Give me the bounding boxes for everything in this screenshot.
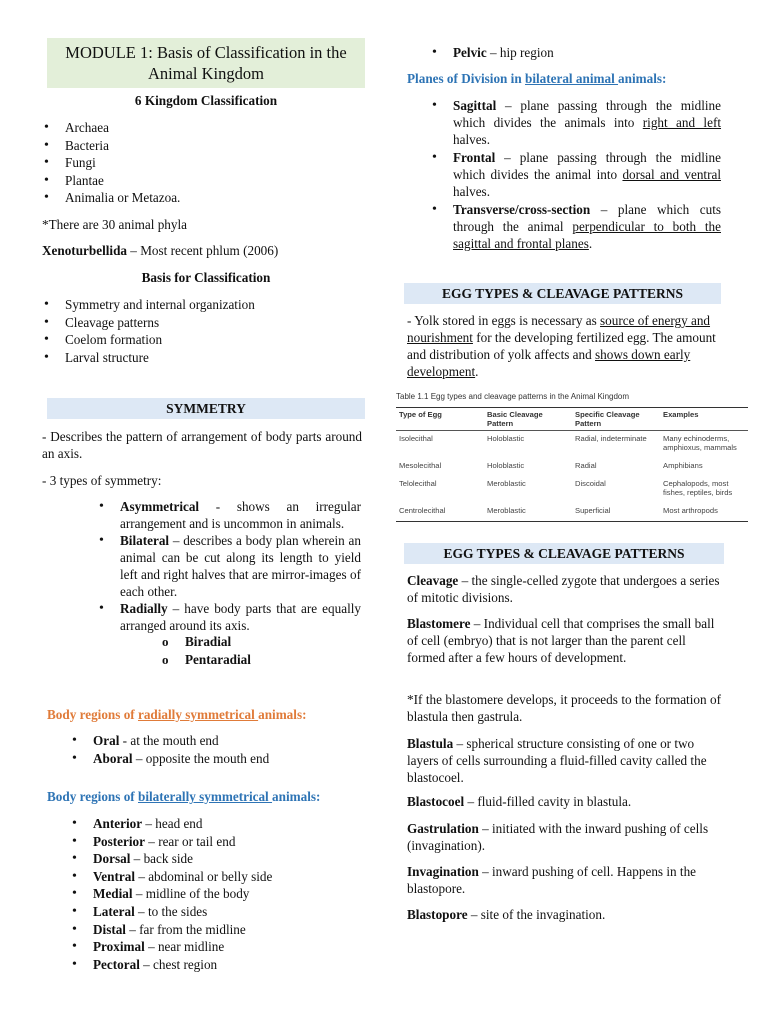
heading-underlined: bilateral animal: [524, 71, 619, 86]
list-item: [68, 903, 363, 921]
term: Asymmetrical: [120, 499, 200, 514]
heading-text: Body regions of: [47, 789, 138, 804]
term: Blastocoel: [407, 794, 465, 809]
list-item: [68, 833, 363, 851]
table-cell: Radial: [575, 461, 597, 470]
table-cell: Holoblastic: [487, 434, 525, 443]
definition: – opposite the mouth end: [132, 751, 270, 766]
definition: – near midline: [144, 939, 225, 955]
definition: – describes a body plan wherein an animal can be cut along its length to yield left and right halves that are mirror-images of each other.: [120, 533, 361, 599]
definition: – head end: [142, 816, 203, 831]
term: Blastula: [407, 736, 454, 751]
page-title: [47, 38, 365, 88]
list-item: [68, 750, 358, 768]
table-cell: Discoidal: [575, 479, 606, 488]
term: Medial: [93, 886, 133, 902]
list-item: [95, 600, 361, 634]
list-item: • Symmetry and internal organization: [40, 296, 365, 314]
column-header: Specific Cleavage Pattern: [572, 408, 660, 431]
definition: halves.: [453, 132, 490, 147]
column-header: Basic Cleavage Pattern: [484, 408, 572, 431]
radial-sub-list: [160, 633, 360, 669]
list-item: [68, 956, 363, 974]
phyla-note: *There are 30 animal phyla: [42, 217, 187, 232]
gastrulation-def: [407, 820, 722, 854]
list-item: [428, 97, 721, 148]
list-item: • Coelom formation: [40, 331, 365, 349]
six-kingdom-heading: 6 Kingdom Classification: [134, 93, 278, 108]
table-row: [396, 476, 748, 503]
definition: – fluid-filled cavity in blastula.: [464, 794, 632, 809]
paragraph-underlined: source of energy and nourishment: [407, 313, 711, 345]
term: Ventral: [93, 868, 136, 884]
definition: – rear or tail end: [145, 833, 236, 849]
list-item: [68, 850, 363, 868]
blastopore-def: [407, 906, 722, 923]
list-item: [428, 44, 718, 61]
heading-text: Planes of Division in: [407, 71, 525, 86]
basis-list: [40, 296, 365, 366]
term: Pelvic: [453, 45, 487, 60]
blastocoel-def: [407, 793, 722, 810]
column-header: Type of Egg: [396, 408, 484, 431]
egg-table: [396, 407, 748, 522]
table-cell: Many echinoderms, amphioxus, mammals: [663, 434, 737, 452]
table-cell: Amphibians: [663, 461, 703, 470]
paragraph-text: .: [475, 364, 479, 379]
symmetry-heading: SYMMETRY: [47, 398, 365, 419]
list-item: o Pentaradial: [160, 651, 360, 669]
heading-text: animals:: [618, 71, 667, 86]
blastomere-note: *If the blastomere develops, it proceeds to the formation of blastula then gastrula.: [407, 692, 721, 724]
blastomere-def: [407, 615, 722, 666]
term: Oral: [93, 733, 120, 748]
pelvic-list: [428, 44, 718, 61]
term: Invagination: [407, 864, 479, 879]
list-item: [68, 815, 363, 833]
list-item: • Larval structure: [40, 349, 365, 367]
list-item: • Cleavage patterns: [40, 314, 365, 332]
table-cell: Meroblastic: [487, 479, 526, 488]
basis-heading: Basis for Classification: [141, 270, 271, 285]
table-cell: Centrolecithal: [396, 503, 484, 522]
list-item: [68, 921, 363, 939]
heading-text: Body regions of: [47, 707, 138, 722]
term: Aboral: [93, 751, 133, 766]
list-item: [428, 201, 721, 252]
planes-heading: [407, 70, 666, 87]
definition: – plane passing through the midline which divides the animal into: [453, 150, 721, 182]
table-row: [396, 458, 748, 476]
list-item: [68, 885, 363, 903]
table-row: [396, 431, 748, 459]
definition: – back side: [130, 851, 193, 867]
title-line-2: Animal Kingdom: [148, 64, 264, 83]
definition: – abdominal or belly side: [135, 868, 273, 884]
term: Bilateral: [120, 533, 170, 548]
symmetry-types-list: [95, 498, 361, 634]
term: Distal: [93, 921, 126, 937]
list-item: • Plantae: [40, 172, 360, 190]
definition: – to the sides: [134, 903, 208, 919]
list-item: • Bacteria: [40, 137, 360, 155]
term: Transverse/cross-section: [453, 202, 591, 217]
symmetry-desc: - Describes the pattern of arrangement of body parts around an axis.: [42, 429, 362, 461]
table-cell: Superficial: [572, 503, 660, 522]
radial-regions-heading: [47, 706, 306, 723]
table-cell: Telolecithal: [399, 479, 437, 488]
table-caption: Table 1.1 Egg types and cleavage patterns in the Animal Kingdom: [396, 392, 630, 401]
definition: – hip region: [486, 45, 554, 60]
egg-table-figure: [396, 392, 748, 522]
table-cell: Holoblastic: [487, 461, 525, 470]
xeno-term: Xenoturbellida: [42, 243, 127, 258]
egg-types-heading-2: EGG TYPES & CLEAVAGE PATTERNS: [404, 543, 724, 564]
heading-underlined: radially symmetrical: [137, 707, 259, 722]
term: Blastopore: [407, 907, 468, 922]
yolk-paragraph: [407, 312, 720, 380]
definition: – Individual cell that comprises the small ball of cell (embryo) that is not larger than the parent cell formed after a few hours of development.: [407, 616, 715, 665]
table-header-row: [396, 408, 748, 431]
paragraph-text: for the developing fertilized egg. The amount and distribution of yolk affects and: [407, 330, 716, 362]
table-cell: Isolecithal: [399, 434, 433, 443]
definition: – midline of the body: [132, 886, 250, 902]
definition: – have body parts that are equally arranged around its axis.: [120, 601, 361, 633]
list-item: • Archaea: [40, 119, 360, 137]
table-cell: Mesolecithal: [399, 461, 442, 470]
term: Pectoral: [93, 956, 140, 972]
list-item: o Biradial: [160, 633, 360, 651]
term: Proximal: [93, 939, 145, 955]
list-item: [95, 532, 361, 600]
definition: - at the mouth end: [119, 733, 219, 748]
definition: halves.: [453, 184, 490, 199]
definition: – plane which cuts through the animal: [453, 202, 721, 234]
table-cell: Most arthropods: [660, 503, 748, 522]
title-line-1: MODULE 1: Basis of Classification in the: [65, 43, 347, 62]
list-item: [68, 868, 363, 886]
paragraph-underlined: shows down early development: [407, 347, 691, 379]
definition: – initiated with the inward pushing of cells (invagination).: [407, 821, 709, 853]
term: Sagittal: [453, 98, 497, 113]
blastula-def: [407, 735, 722, 786]
term: Gastrulation: [407, 821, 479, 836]
term: Posterior: [93, 833, 145, 849]
definition: .: [588, 236, 593, 251]
column-header: Examples: [660, 408, 748, 431]
invagination-def: [407, 863, 722, 897]
definition-underlined: dorsal and ventral: [622, 167, 721, 182]
table-cell: Meroblastic: [484, 503, 572, 522]
definition: – plane passing through the midline which divides the animals into: [453, 98, 721, 130]
term: Cleavage: [407, 573, 459, 588]
kingdom-list: [40, 119, 360, 207]
definition: – the single-celled zygote that undergoes a series of mitotic divisions.: [407, 573, 720, 605]
term: Radially: [120, 601, 168, 616]
list-item: • Animalia or Metazoa.: [40, 189, 360, 207]
symmetry-types-intro: - 3 types of symmetry:: [42, 473, 162, 488]
list-item: [95, 498, 361, 532]
table-cell: Radial, indeterminate: [575, 434, 647, 443]
paragraph-text: - Yolk stored in eggs is necessary as: [407, 313, 601, 328]
list-item: • Fungi: [40, 154, 360, 172]
definition: – far from the midline: [125, 921, 246, 937]
term: Dorsal: [93, 851, 131, 867]
heading-underlined: bilaterally symmetrical: [137, 789, 273, 804]
definition: – chest region: [139, 956, 218, 972]
definition: – site of the invagination.: [467, 907, 606, 922]
list-item: [428, 149, 721, 200]
cleavage-def: [407, 572, 722, 606]
list-item: [68, 938, 363, 956]
xeno-text: – Most recent phlum (2006): [127, 243, 279, 258]
term: Anterior: [93, 816, 143, 831]
egg-types-heading: EGG TYPES & CLEAVAGE PATTERNS: [404, 283, 721, 304]
definition-underlined: perpendicular to both the sagittal and frontal planes: [453, 219, 721, 251]
term: Blastomere: [407, 616, 471, 631]
heading-text: animals:: [272, 789, 321, 804]
term: Frontal: [453, 150, 496, 165]
heading-text: animals:: [258, 707, 307, 722]
definition-underlined: right and left: [642, 115, 722, 130]
bilateral-regions-heading: [47, 788, 320, 805]
term: Lateral: [93, 903, 135, 919]
radial-regions-list: [68, 732, 358, 768]
planes-list: [428, 97, 721, 252]
xeno-line: [42, 242, 362, 259]
definition: – spherical structure consisting of one or two layers of cells surrounding a fluid-filled cavity called the blastocoel.: [407, 736, 707, 785]
definition: - shows an irregular arrangement and is uncommon in animals.: [120, 499, 361, 531]
table-row: [396, 503, 748, 522]
definition: – inward pushing of cell. Happens in the blastopore.: [407, 864, 697, 896]
list-item: [68, 732, 358, 750]
table-cell: Cephalopods, most fishes, reptiles, birds: [663, 479, 733, 497]
bilateral-regions-list: [68, 815, 363, 973]
